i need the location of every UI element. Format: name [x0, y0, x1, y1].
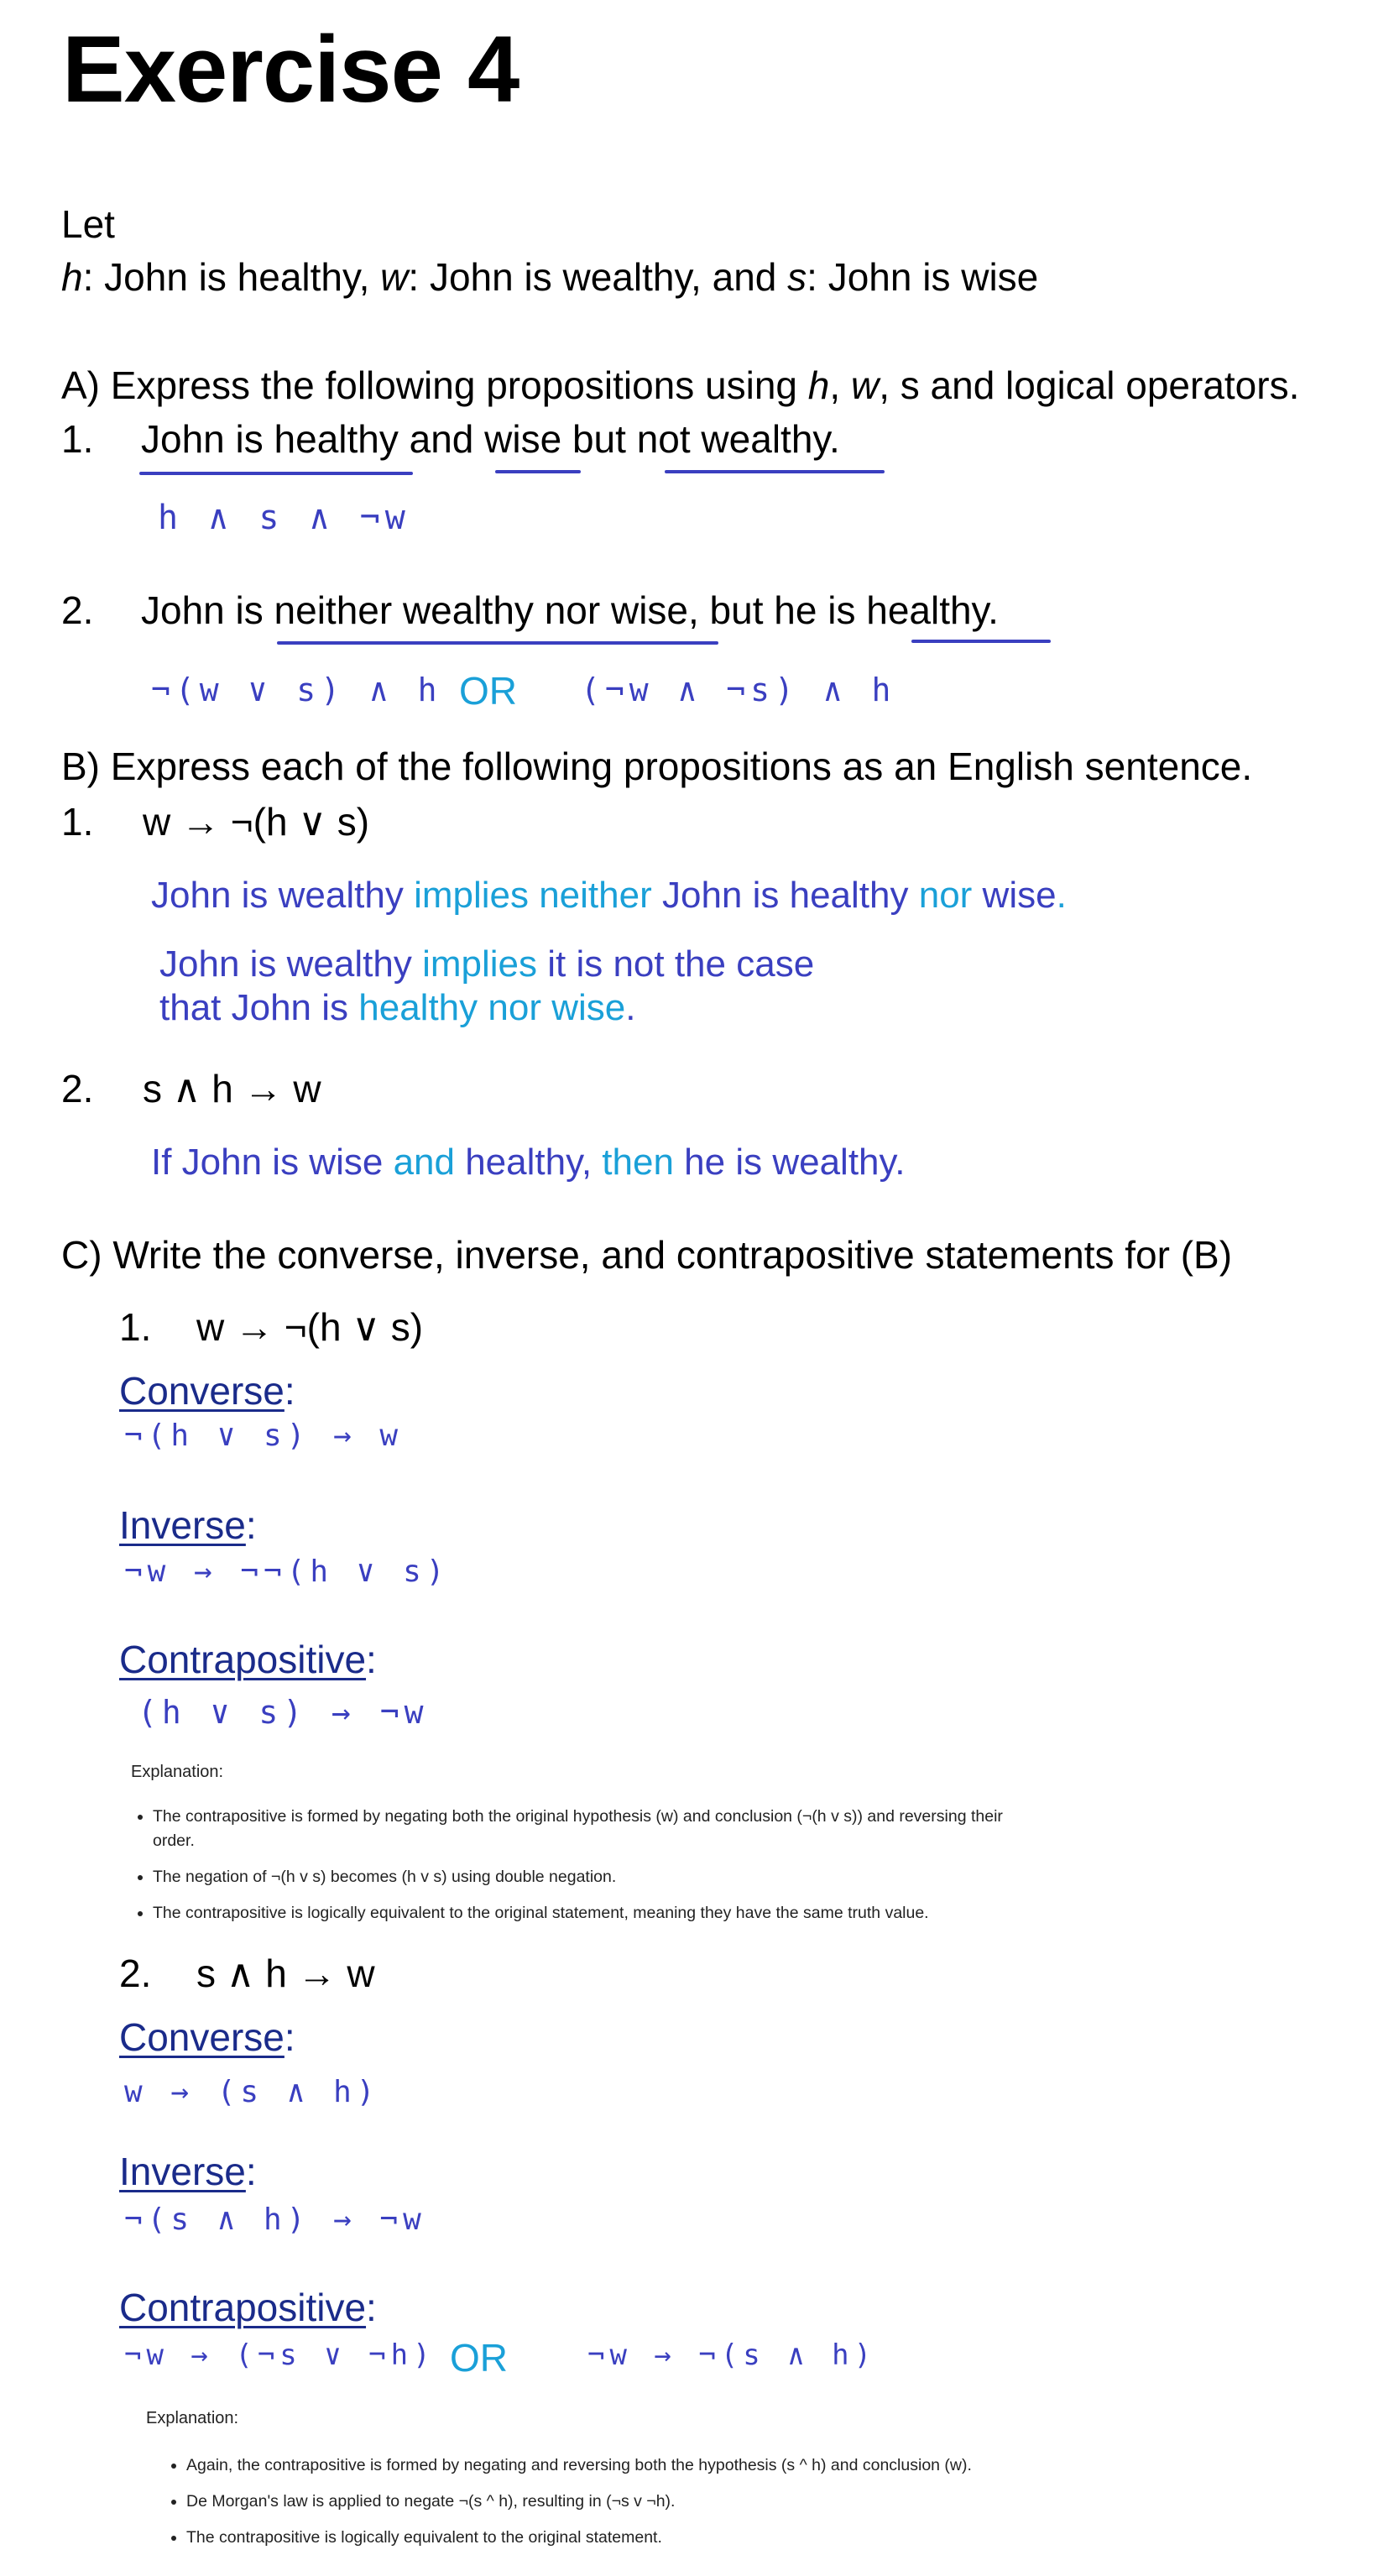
c1-explanation-list: [131, 1805, 1026, 1937]
a-q2-text: John is neither wealthy nor wise, but he is healthy.: [141, 588, 999, 632]
explanation-bullet: • Again, the contrapositive is formed by negating and reversing both the hypothesis (s ^ h) and conclusion (w).: [186, 2453, 1193, 2478]
underline-neither-nor: [277, 641, 718, 645]
b-q1-answer-1: [151, 875, 1067, 917]
b-q2-seg: he is wealthy: [684, 1142, 895, 1183]
b-q1-expr: w → ¬(h ∨ s): [143, 800, 370, 844]
definitions-line: [61, 254, 1038, 300]
part-a-heading-pre: A) Express the following propositions using: [61, 363, 808, 407]
c1-inverse-word: Inverse: [119, 1503, 246, 1547]
b-q1-a1-seg: wise: [982, 875, 1057, 916]
b-q1-answer-2-line2: [159, 987, 635, 1029]
c2-contra-2: ¬w → ¬(s ∧ h): [587, 2338, 877, 2372]
b-q2-expr: s ∧ h → w: [143, 1067, 321, 1110]
part-b-heading: B) Express each of the following propositions as an English sentence.: [61, 745, 1253, 788]
part-a-heading-sep: ,: [829, 363, 851, 407]
c2-inverse-label: Inverse:: [119, 2150, 257, 2193]
c2-contra-or: OR: [450, 2336, 508, 2380]
b-q1-a2-seg: it is not the case: [547, 943, 815, 985]
part-a-heading-w: w: [850, 363, 880, 407]
c2-explanation-list: [164, 2453, 1193, 2562]
var-h: h: [61, 255, 83, 299]
part-a-heading-h: h: [807, 363, 830, 407]
part-a-heading: [61, 363, 1299, 408]
part-a-heading-post: , s and logical operators.: [879, 363, 1300, 407]
c1-converse-word: Converse: [119, 1369, 285, 1413]
b-q2-answer: [151, 1142, 905, 1183]
c1-contra-word: Contrapositive: [119, 1638, 367, 1681]
underline-not-wealthy: [665, 470, 885, 473]
c1-inverse-label: Inverse:: [119, 1503, 257, 1547]
b-q1-a1-seg: John is wealthy: [151, 875, 415, 916]
b-q1-a2-seg: implies: [422, 943, 548, 985]
c1-contra-label: Contrapositive:: [119, 1638, 377, 1681]
b-q1-a1-seg: John is healthy: [661, 875, 919, 916]
c2-inverse-word: Inverse: [119, 2150, 246, 2193]
var-w: w: [380, 255, 409, 299]
a-q2-or: OR: [459, 669, 517, 713]
c2-converse: w → (s ∧ h): [124, 2075, 380, 2109]
c1-number: 1.: [119, 1305, 152, 1349]
c2-inverse: ¬(s ∧ h) → ¬w: [124, 2202, 426, 2237]
b-q2-number: 2.: [61, 1067, 94, 1110]
b-q2-seg: healthy,: [465, 1142, 603, 1183]
part-c-heading: C) Write the converse, inverse, and contrapositive statements for (B): [61, 1233, 1233, 1277]
a-q2-number: 2.: [61, 588, 94, 632]
let-label: Let: [61, 202, 115, 246]
b-q1-answer-2-line1: [159, 943, 814, 985]
a-q2-answer-1: ¬(w ∨ s) ∧ h: [151, 671, 442, 708]
var-s: s: [787, 255, 807, 299]
c2-contra-1: ¬w → (¬s ∨ ¬h): [124, 2338, 436, 2372]
underline-wise: [495, 470, 581, 473]
c2-converse-label: Converse:: [119, 2015, 295, 2059]
b-q1-a2-seg: healthy nor wise: [358, 987, 626, 1028]
a-q1-number: 1.: [61, 417, 94, 461]
b-q1-a1-seg: .: [1056, 875, 1067, 916]
c1-converse: ¬(h ∨ s) → w: [124, 1419, 404, 1453]
underline-healthy-2: [911, 640, 1051, 643]
b-q2-seg: and: [393, 1142, 466, 1183]
b-q1-a2-seg: .: [625, 987, 636, 1028]
page-title: Exercise 4: [62, 17, 519, 122]
explanation-bullet: • De Morgan's law is applied to negate ¬(s ^ h), resulting in (¬s v ¬h).: [186, 2490, 1193, 2514]
b-q1-a2-seg: John is wealthy: [159, 943, 423, 985]
def-h-text: : John is healthy,: [82, 255, 381, 299]
c1-explanation-title: Explanation:: [131, 1763, 224, 1781]
underline-healthy: [139, 472, 413, 475]
b-q1-a2-seg: that John is: [159, 987, 359, 1028]
b-q1-number: 1.: [61, 800, 94, 844]
c1-expr: w → ¬(h ∨ s): [196, 1305, 424, 1349]
c1-converse-label: Converse:: [119, 1369, 295, 1413]
def-s-text: : John is wise: [807, 255, 1039, 299]
b-q2-seg: then: [602, 1142, 685, 1183]
explanation-bullet: • The negation of ¬(h v s) becomes (h v s) using double negation.: [153, 1865, 1026, 1889]
a-q2-answer-2: (¬w ∧ ¬s) ∧ h: [581, 671, 896, 708]
c2-explanation-title: Explanation:: [146, 2409, 239, 2427]
def-w-text: : John is wealthy, and: [408, 255, 788, 299]
b-q2-seg: If John is wise: [151, 1142, 394, 1183]
c2-number: 2.: [119, 1952, 152, 1995]
c2-contra-label: Contrapositive:: [119, 2286, 377, 2329]
c2-expr: s ∧ h → w: [196, 1952, 375, 1995]
c1-contra: (h ∨ s) → ¬w: [138, 1694, 429, 1731]
c1-inverse: ¬w → ¬¬(h ∨ s): [124, 1554, 450, 1589]
a-q1-text: John is healthy and wise but not wealthy.: [141, 417, 840, 461]
a-q1-answer: h ∧ s ∧ ¬w: [158, 499, 410, 537]
c2-converse-word: Converse: [119, 2015, 285, 2059]
b-q1-a1-seg: nor: [918, 875, 983, 916]
explanation-bullet: • The contrapositive is formed by negating both the original hypothesis (w) and conclusion (¬(h v s)) and reversing their order.: [153, 1805, 1026, 1853]
explanation-bullet: • The contrapositive is logically equivalent to the original statement, meaning they have the same truth value.: [153, 1901, 1026, 1925]
b-q1-a1-seg: implies neither: [414, 875, 662, 916]
b-q2-seg: .: [895, 1142, 906, 1183]
c2-contra-word: Contrapositive: [119, 2286, 367, 2329]
explanation-bullet: • The contrapositive is logically equivalent to the original statement.: [186, 2526, 1193, 2550]
